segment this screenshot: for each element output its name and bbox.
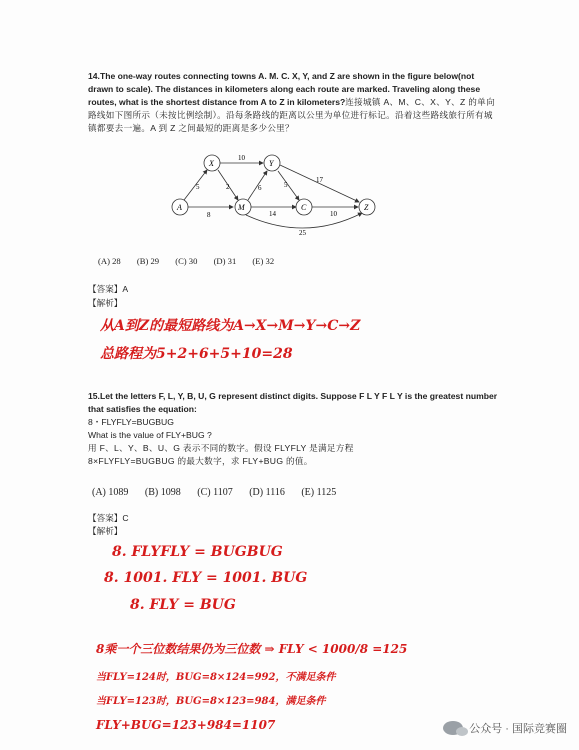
edge-y-c [278, 171, 299, 200]
q14-options [98, 256, 288, 266]
q15-option-c: (C) 1107 [197, 487, 233, 498]
label-m-c: 14 [269, 210, 276, 218]
q15-options [92, 487, 350, 498]
q14-handwritten-route: 从A到Z的最短路线为A→X→M→Y→C→Z [100, 318, 361, 334]
q15-cn-line1: 用 F、L、Y、B、U、G 表示不同的数字。假设 FLYFLY 是满足方程 [88, 443, 354, 453]
svg-text:X: X [209, 159, 214, 168]
q14-option-b: (B) 29 [136, 256, 160, 266]
wechat-icon [443, 721, 463, 735]
q15-hand-line7: FLY+BUG=123+984=1107 [96, 718, 276, 732]
q14-handwritten-sum: 总路程为5+2+6+5+10=28 [100, 346, 293, 362]
node-z [359, 199, 375, 215]
q15-hand-line4: 8乘一个三位数结果仍为三位数 ⇒ FLY < 1000/8 =125 [96, 642, 408, 656]
q15-title-en: 15.Let the letters F, L, Y, B, U, G represent distinct digits. Suppose F L Y F L Y is the greatest number that satisfies the equation: [88, 391, 498, 414]
q15-answer: 【答案】C [88, 513, 129, 523]
q15-hand-line6: 当FLY=123时，BUG=8×123=984，满足条件 [96, 696, 326, 707]
svg-text:Z: Z [364, 203, 369, 212]
node-m [235, 199, 251, 215]
q15-equation: 8・FLYFLY=BUGBUG [88, 417, 174, 427]
label-m-y: 6 [258, 184, 262, 192]
label-c-z: 10 [330, 210, 337, 218]
q15-analysis-label: 【解析】 [88, 526, 123, 536]
svg-text:C: C [301, 203, 307, 212]
q14-title-cn-inline: 连接城镇 A、M、C、X、Y、Z 的 [345, 97, 478, 107]
q14-option-d: (D) 31 [213, 256, 237, 266]
svg-text:A: A [177, 203, 182, 212]
svg-text:Y: Y [269, 159, 274, 168]
q14-option-a: (A) 28 [98, 256, 121, 266]
q14-text [88, 70, 498, 135]
label-x-y: 10 [238, 154, 245, 162]
svg-text:M: M [238, 203, 245, 212]
label-m-z: 25 [299, 229, 306, 237]
q15-option-b: (B) 1098 [144, 487, 181, 498]
q15-hand-line1: 8. FLYFLY = BUGBUG [112, 544, 283, 560]
q15-question: What is the value of FLY+BUG ? [88, 430, 212, 440]
q14-option-c: (C) 30 [175, 256, 198, 266]
route-graph [160, 150, 390, 240]
q15-hand-line5: 当FLY=124时，BUG=8×124=992，不满足条件 [96, 672, 336, 683]
label-y-z: 17 [316, 176, 323, 184]
label-a-m: 8 [207, 211, 211, 219]
node-y [264, 155, 280, 171]
node-c [296, 199, 312, 215]
q15-option-e: (E) 1125 [301, 487, 337, 498]
q14-answer: 【答案】A [88, 284, 129, 294]
q14-title-en: 14.The one-way routes connecting towns A. M. C. X, Y, and Z are shown in the figure below(not drawn to scale). The distances in kilometers along each route are marked. Traveling along these routes, what is the shortest distance from A to Z in kilometers? [88, 71, 481, 107]
q15-option-a: (A) 1089 [92, 487, 129, 498]
q14-analysis-label: 【解析】 [88, 298, 123, 308]
q15-hand-line2: 8. 1001. FLY = 1001. BUG [104, 570, 308, 586]
label-y-c: 5 [284, 181, 288, 189]
q14-option-e: (E) 32 [252, 256, 275, 266]
watermark-text: 公众号 · 国际竞赛圈 [469, 723, 567, 735]
q15-text [88, 390, 498, 468]
node-x [204, 155, 220, 171]
node-a [172, 199, 188, 215]
label-a-x: 5 [196, 183, 200, 191]
q14-title-cn: 单向路线如下图所示（未按比例绘制）。沿每条路线的距离以公里为单位进行标记。沿着这些路线旅行所有城镇都要去一遍。A 到 Z 之间最短的距离是多少公里？ [88, 97, 495, 133]
watermark [443, 720, 567, 736]
label-x-m: 2 [226, 183, 230, 191]
q15-option-d: (D) 1116 [249, 487, 285, 498]
q15-cn-line2: 8×FLYFLY=BUGBUG 的最大数字，求 FLY+BUG 的值。 [88, 456, 313, 466]
q15-hand-line3: 8. FLY = BUG [130, 597, 236, 613]
